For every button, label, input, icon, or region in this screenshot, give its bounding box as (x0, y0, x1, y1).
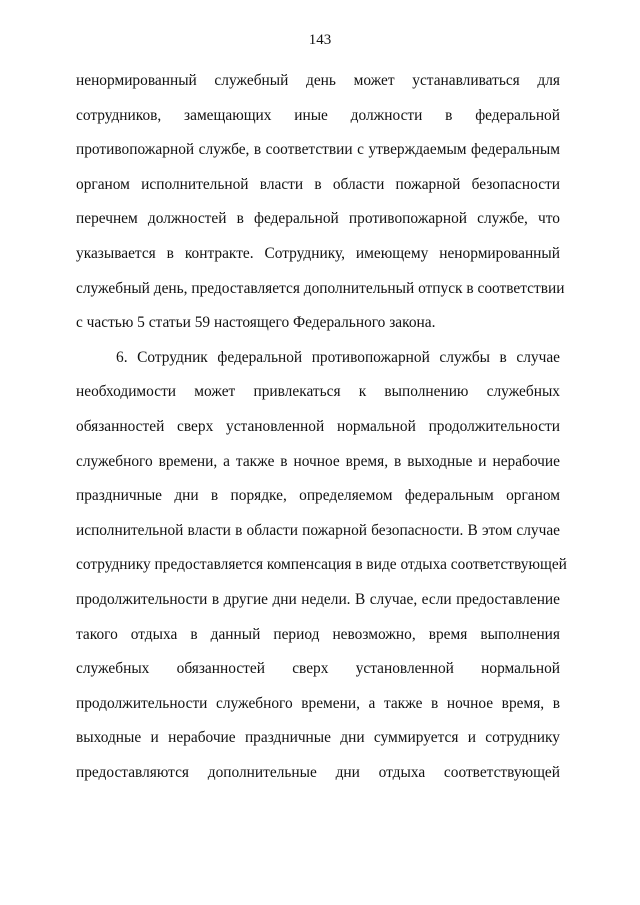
document-body (76, 64, 567, 790)
text-line: обязанностей сверх установленной нормальной продолжительности (76, 417, 560, 435)
text-line: продолжительности служебного времени, а также в ночное время, в (76, 694, 560, 712)
text-line: продолжительности в другие дни недели. В случае, если предоставление (76, 590, 560, 608)
paragraph-6 (76, 341, 567, 791)
text-line: такого отдыха в данный период невозможно, время выполнения (76, 625, 560, 643)
text-line: предоставляются дополнительные дни отдыха соответствующей (76, 763, 560, 781)
text-line: служебного времени, а также в ночное время, в выходные и нерабочие (76, 452, 560, 470)
text-line: указывается в контракте. Сотруднику, имеющему ненормированный (76, 244, 560, 262)
text-line: сотрудников, замещающих иные должности в федеральной (76, 106, 560, 124)
paragraph-continued (76, 64, 565, 341)
text-line: ненормированный служебный день может устанавливаться для (76, 72, 560, 89)
text-line: исполнительной власти в области пожарной безопасности. В этом случае (76, 521, 560, 539)
text-line: органом исполнительной власти в области пожарной безопасности (76, 175, 560, 193)
text-line: противопожарной службе, в соответствии с утверждаемым федеральным (76, 141, 560, 159)
text-line: с частью 5 статьи 59 настоящего Федерального закона. (76, 314, 436, 332)
text-line: 6. Сотрудник федеральной противопожарной службы в случае (116, 348, 560, 366)
text-line: выходные и нерабочие праздничные дни суммируется и сотруднику (76, 729, 560, 747)
text-line: перечнем должностей в федеральной противопожарной службе, что (76, 210, 560, 228)
text-line: служебный день, предоставляется дополнительный отпуск в соответствии (76, 279, 565, 297)
text-line: необходимости может привлекаться к выполнению служебных (76, 383, 560, 401)
page-number: 143 (308, 32, 332, 48)
text-line: праздничные дни в порядке, определяемом федеральным органом (76, 487, 560, 505)
text-line: сотруднику предоставляется компенсация в виде отдыха соответствующей (76, 556, 567, 574)
text-line: служебных обязанностей сверх установленной нормальной (76, 660, 560, 678)
